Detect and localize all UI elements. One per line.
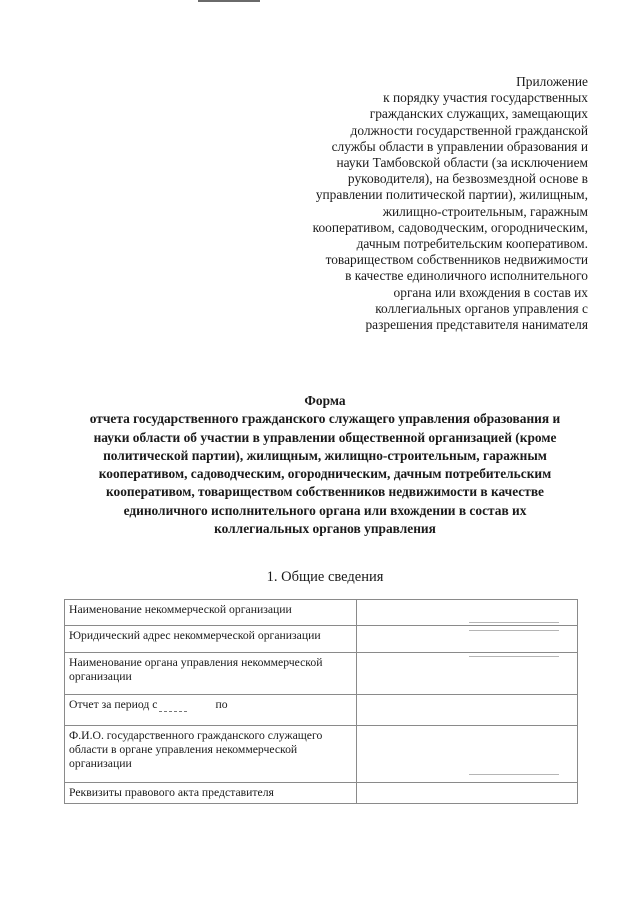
scan-mark bbox=[198, 0, 260, 2]
form-title-line: единоличного исполнительного органа или вхождении в состав их bbox=[123, 502, 527, 518]
form-title-line: науки области об участии в управлении общественной организацией (кроме bbox=[93, 429, 557, 445]
form-title-line: коллегиальных органов управления bbox=[214, 521, 436, 537]
table-row bbox=[65, 726, 578, 783]
form-title-line: отчета государственного гражданского служащего управления образования и bbox=[89, 411, 561, 427]
row-value-field[interactable] bbox=[357, 600, 578, 626]
faint-line bbox=[469, 630, 559, 631]
row-value-field[interactable] bbox=[357, 626, 578, 653]
form-title-line: политической партии), жилищным, жилищно-строительным, гаражным bbox=[103, 447, 547, 463]
row-value-field[interactable] bbox=[357, 783, 578, 804]
appendix-line: разрешения представителя нанимателя bbox=[365, 317, 588, 333]
form-title-line: кооперативом, товариществом собственников недвижимости в качестве bbox=[105, 484, 545, 500]
general-info-table bbox=[64, 599, 578, 804]
appendix-header bbox=[240, 74, 588, 333]
table-row bbox=[65, 600, 578, 626]
appendix-line: кооперативом, садоводческим, огородническим, bbox=[312, 219, 588, 235]
table-row bbox=[65, 626, 578, 653]
appendix-line: коллегиальных органов управления с bbox=[375, 300, 588, 316]
form-title-line: Форма bbox=[304, 393, 346, 408]
appendix-line: в качестве единоличного исполнительного bbox=[345, 268, 588, 284]
appendix-line: органа или вхождения в состав их bbox=[393, 284, 588, 300]
appendix-line: должности государственной гражданской bbox=[350, 122, 588, 138]
appendix-line: науки Тамбовской области (за исключением bbox=[336, 155, 588, 171]
table-row bbox=[65, 695, 578, 726]
row-value-field[interactable] bbox=[357, 695, 578, 726]
appendix-line: Приложение bbox=[516, 74, 588, 89]
row-label: Наименование органа управления некоммерческой организации bbox=[65, 653, 357, 695]
row-label: Наименование некоммерческой организации bbox=[65, 600, 357, 626]
faint-line bbox=[469, 622, 559, 623]
row-label bbox=[65, 695, 357, 726]
period-from-blank bbox=[159, 700, 187, 712]
appendix-line: руководителя), на безвозмездной основе в bbox=[347, 171, 588, 187]
row-value-field[interactable] bbox=[357, 726, 578, 783]
appendix-line: гражданских служащих, замещающих bbox=[369, 106, 588, 122]
appendix-line: дачным потребительским кооперативом. bbox=[356, 236, 588, 252]
table-row bbox=[65, 653, 578, 695]
period-from-label: Отчет за период с bbox=[69, 698, 158, 711]
form-title bbox=[60, 392, 590, 538]
row-value-field[interactable] bbox=[357, 653, 578, 695]
form-title-line: кооперативом, садоводческим, огородническим, дачным потребительским bbox=[98, 466, 552, 482]
period-to-label: по bbox=[215, 698, 228, 711]
faint-line bbox=[469, 656, 559, 657]
section-title: 1. Общие сведения bbox=[266, 569, 384, 585]
row-label: Реквизиты правового акта представителя bbox=[65, 783, 357, 804]
faint-line bbox=[469, 774, 559, 775]
appendix-line: к порядку участия государственных bbox=[383, 90, 588, 106]
table-row bbox=[65, 783, 578, 804]
appendix-line: жилищно-строительным, гаражным bbox=[382, 203, 588, 219]
appendix-line: управлении политической партии), жилищным, bbox=[315, 187, 588, 203]
row-label: Ф.И.О. государственного гражданского служащего области в органе управления некоммерческой организации bbox=[65, 726, 357, 783]
row-label: Юридический адрес некоммерческой организации bbox=[65, 626, 357, 653]
appendix-line: товариществом собственников недвижимости bbox=[325, 252, 588, 268]
appendix-line: службы области в управлении образования и bbox=[331, 138, 588, 154]
